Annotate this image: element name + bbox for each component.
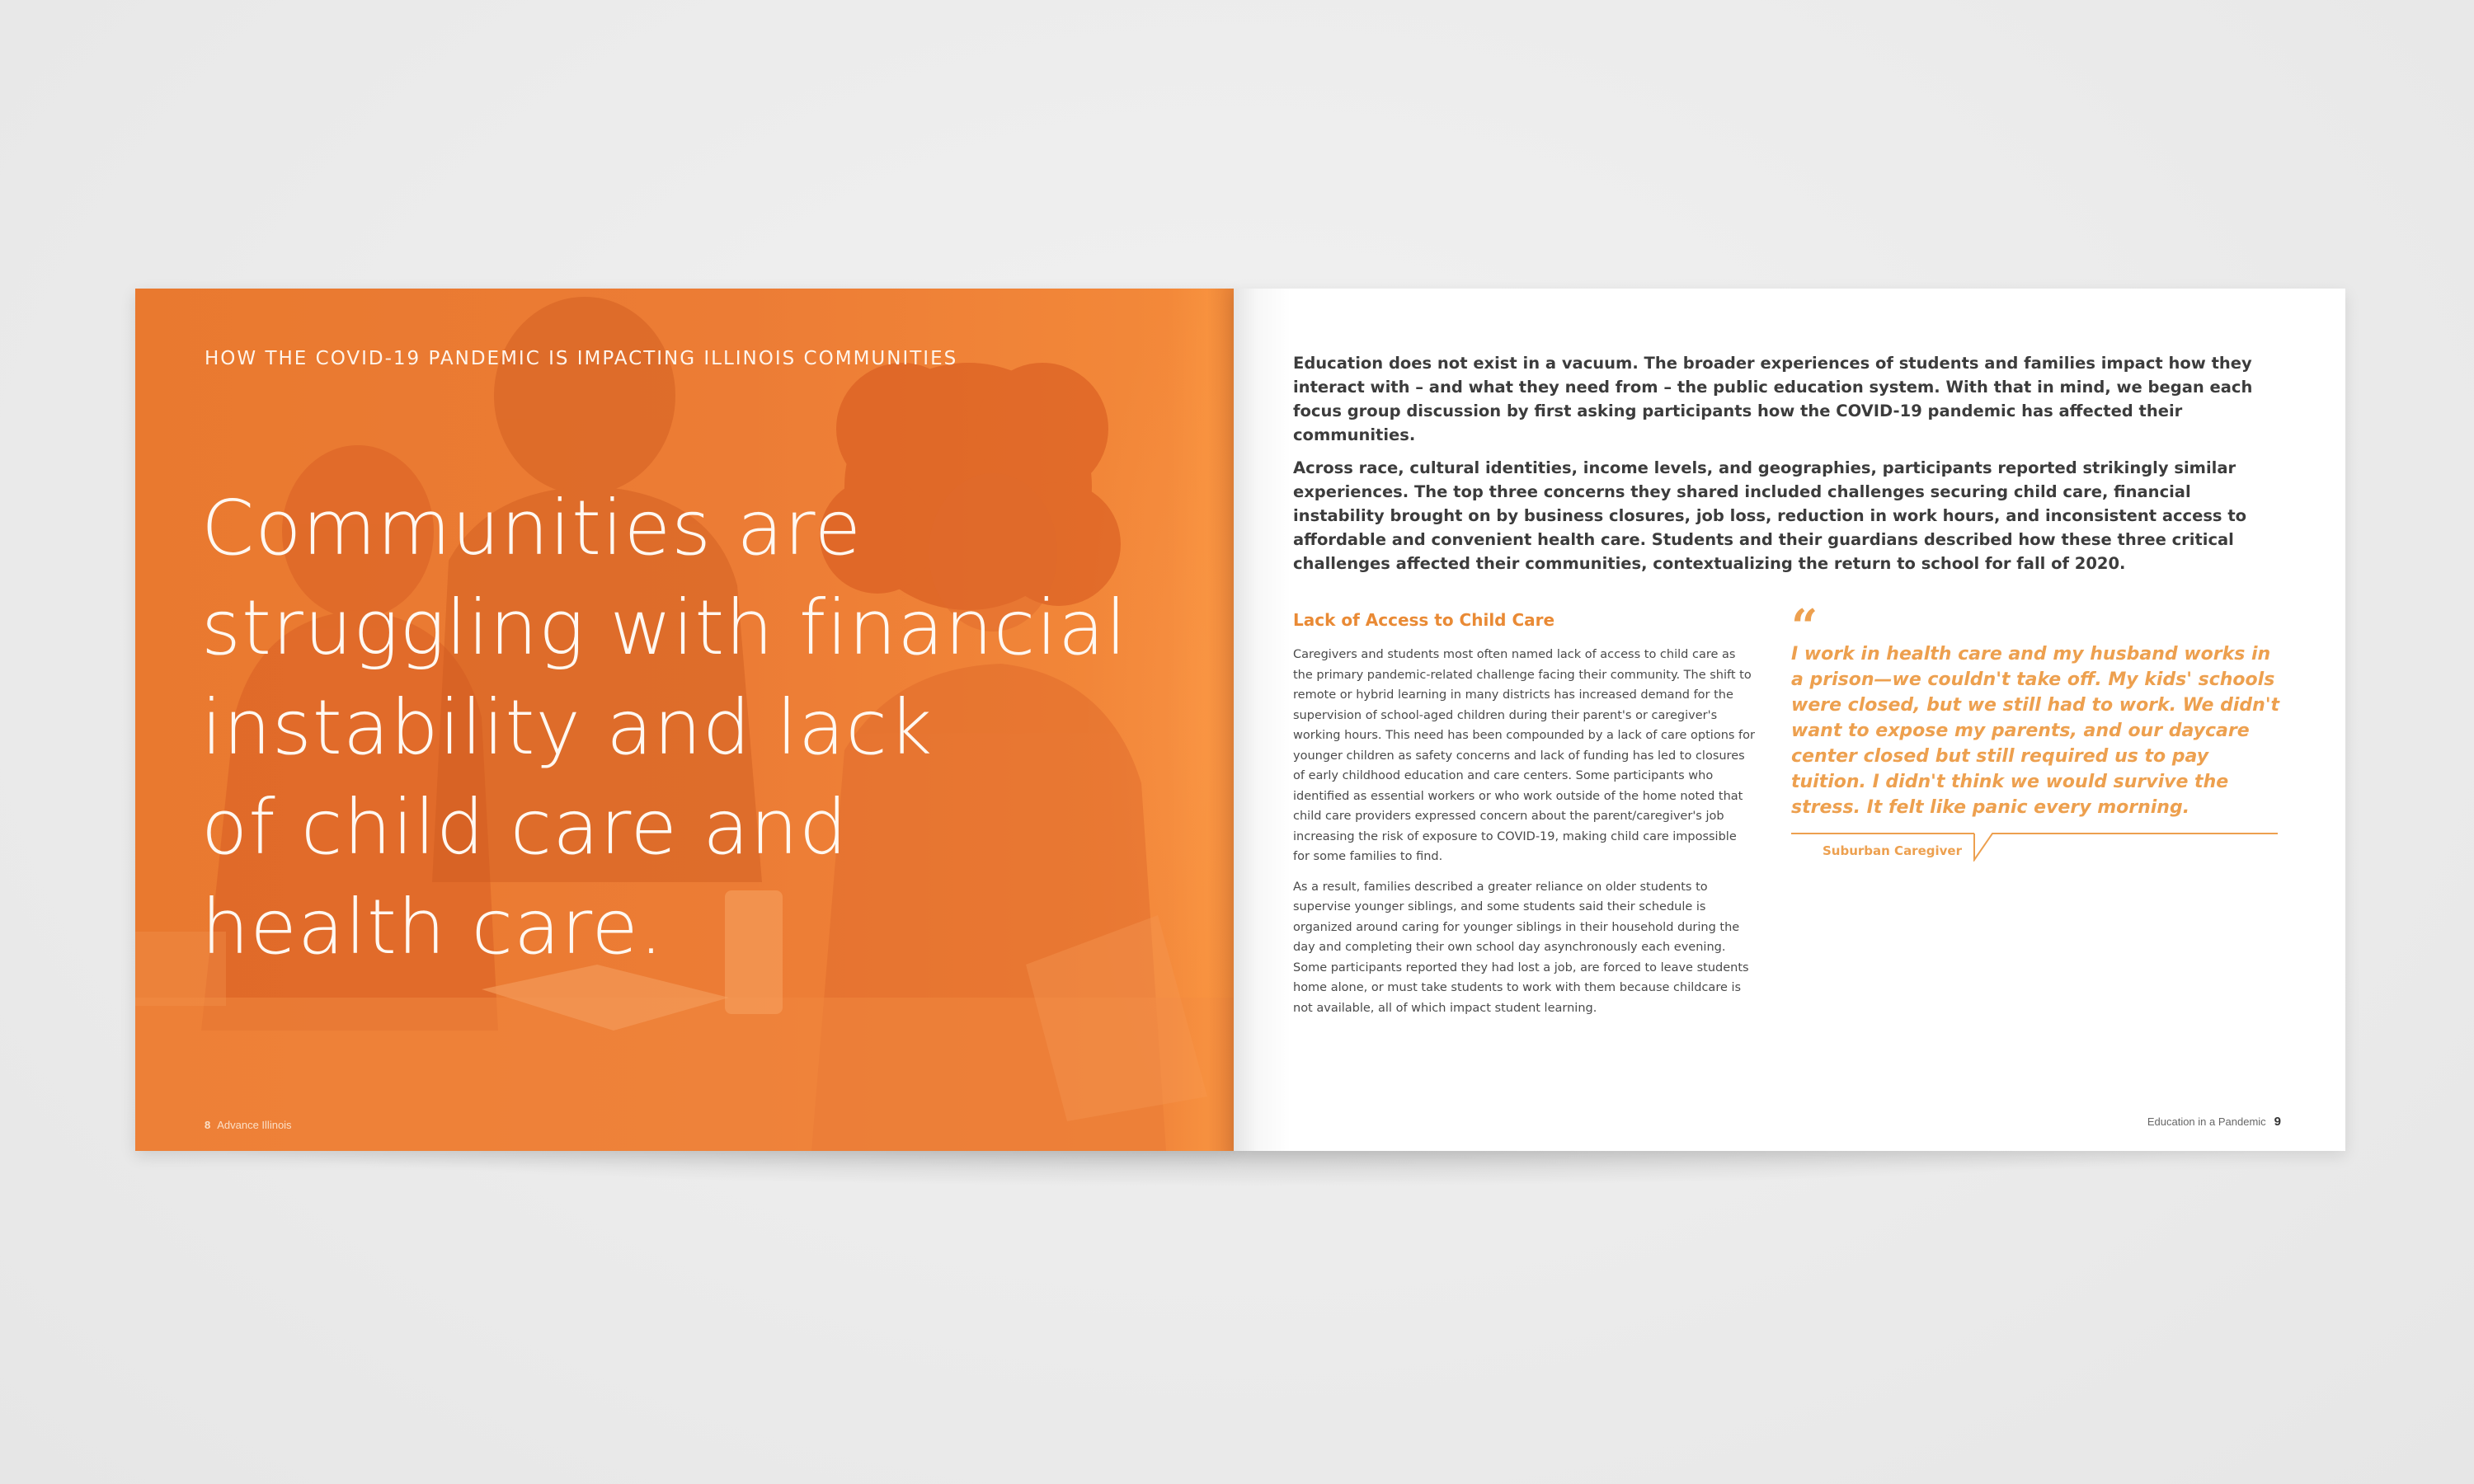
page-number: 9 <box>2274 1115 2281 1129</box>
headline-line: of child care and <box>201 783 849 871</box>
child-care-section <box>1293 610 1755 1028</box>
quote-text: I work in health care and my husband works in a prison—we couldn't take off. My kids' schools were closed, but we still had to work. We didn't want to expose my parents, and our daycare center closed but still required us to pay tuition. I didn't think we would survive the stress. It felt like panic every morning. <box>1791 644 2280 818</box>
quote-mark-icon: “ <box>1791 599 1818 654</box>
right-page <box>1234 289 2345 1151</box>
headline-line: struggling with financial <box>201 584 1127 672</box>
intro-paragraph: Across race, cultural identities, income levels, and geographies, participants reported strikingly similar experiences. The top three concerns they shared included challenges securing child care, financial instability brought on by business closures, job loss, reduction in work hours, and inconsistent access to affordable and convenient health care. Students and their guardians described how these three critical challenges affected their communities, contextualizing the return to school for fall of 2020. <box>1293 458 2247 573</box>
section-heading: Lack of Access to Child Care <box>1293 610 1555 630</box>
quote-callout-line <box>1791 832 2278 862</box>
body-paragraph: As a result, families described a greater reliance on older students to supervise younger siblings, and some students said their schedule is organized around caring for younger siblings in their household during the day and completing their own school day asynchronously each evening. Some participants reported they had lost a job, are forced to leave students home alone, or must take students to work with them because childcare is not available, all of which impact student learning. <box>1293 880 1749 1015</box>
headline-line: health care. <box>201 883 665 971</box>
pull-quote <box>1791 599 2286 862</box>
left-page <box>135 289 1234 1151</box>
publication-title: Education in a Pandemic <box>2147 1115 2266 1128</box>
page-number: 8 <box>205 1119 211 1131</box>
right-page-folio <box>2147 1115 2281 1129</box>
publisher-name: Advance Illinois <box>217 1119 292 1131</box>
page-headline <box>201 478 1191 977</box>
body-paragraph: Caregivers and students most often named lack of access to child care as the primary pandemic-related challenge facing their community. The shift to remote or hybrid learning in many districts has increased demand for the supervision of school-aged children during their parent's or caregiver's working hours. This need has been compounded by a lack of care options for younger children as safety concerns and lack of funding has led to closures of early childhood education and care centers. Some participants who identified as essential workers or who work outside of the home noted that child care providers expressed concern about the parent/caregiver's job increasing the risk of exposure to COVID-19, making child care impossible for some families to find. <box>1293 648 1755 863</box>
section-eyebrow: HOW THE COVID-19 PANDEMIC IS IMPACTING ILLINOIS COMMUNITIES <box>205 348 958 369</box>
intro-text <box>1293 351 2283 585</box>
section-body <box>1293 645 1755 1018</box>
intro-paragraph: Education does not exist in a vacuum. The broader experiences of students and families impact how they interact with – and what they need from – the public education system. With that in mind, we began each focus group discussion by first asking participants how the COVID-19 pandemic has affected their communities. <box>1293 354 2253 444</box>
headline-line: Communities are <box>201 484 863 572</box>
headline-line: instability and lack <box>201 683 934 772</box>
quote-attribution: Suburban Caregiver <box>1823 843 1962 858</box>
page-gutter-shadow <box>1234 289 1291 1151</box>
left-page-folio <box>205 1119 292 1131</box>
